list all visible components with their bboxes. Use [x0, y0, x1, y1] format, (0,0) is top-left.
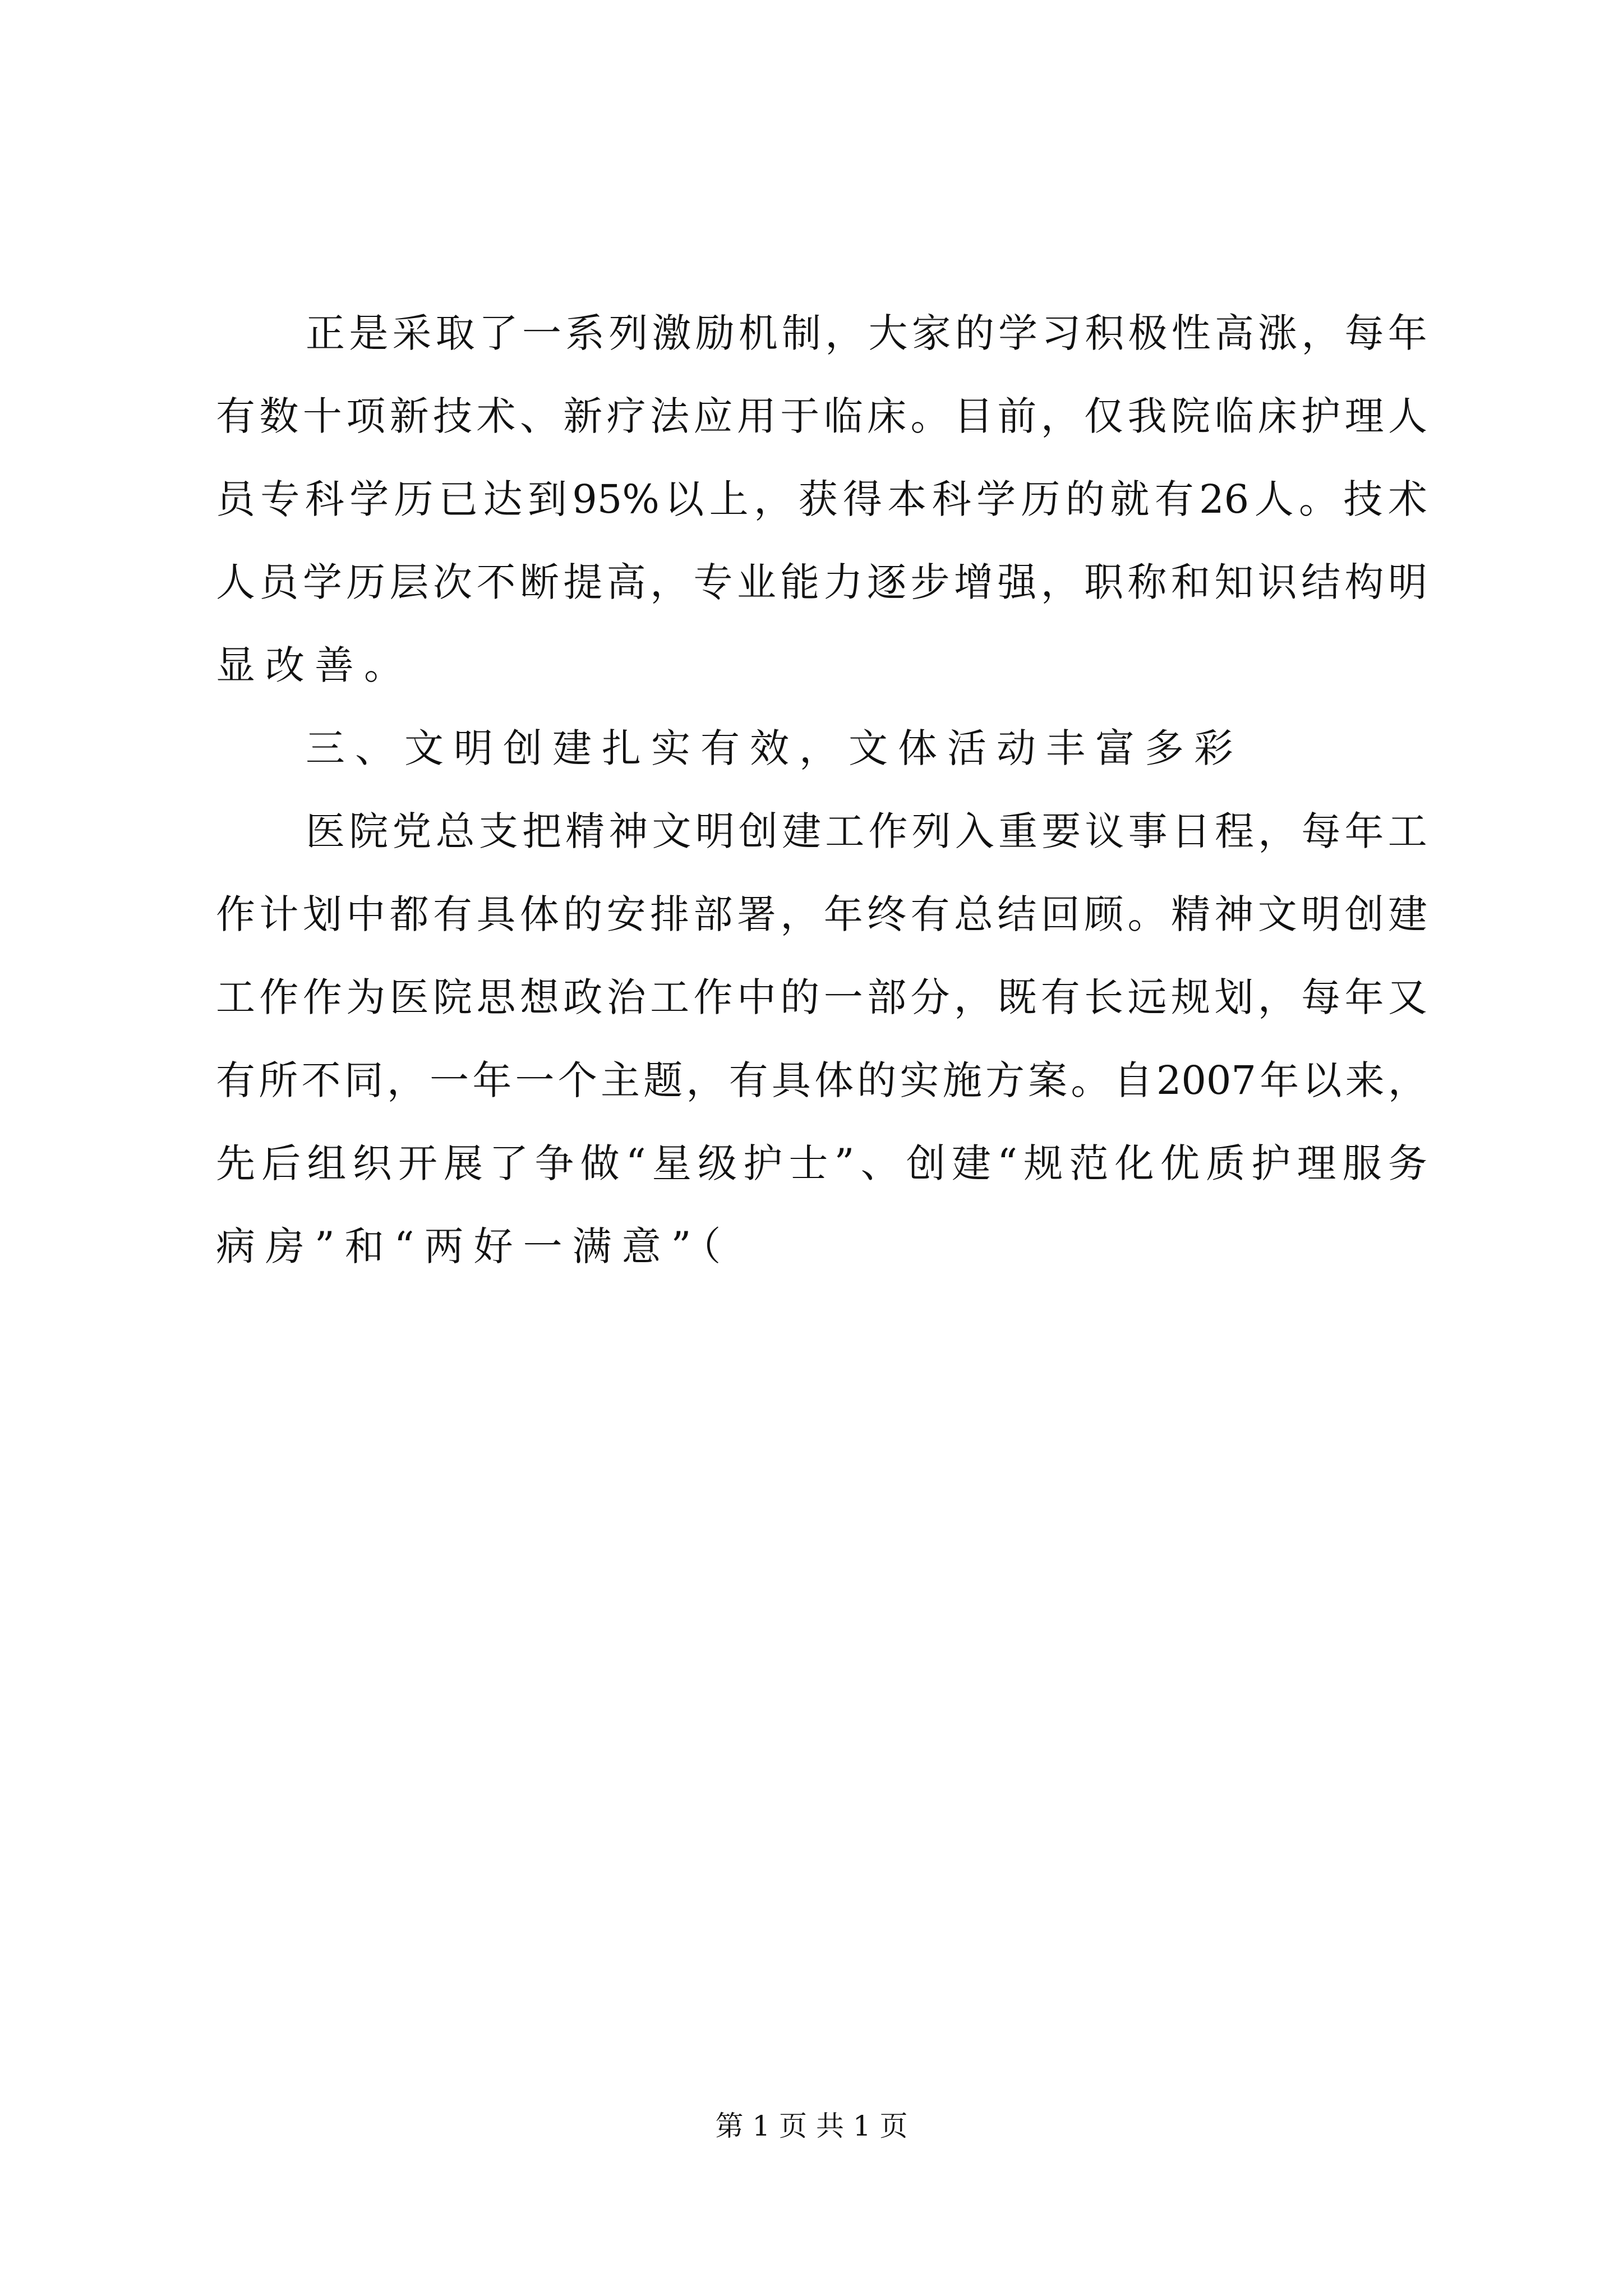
paragraph-line: 显改善。 [216, 642, 413, 688]
paragraph-line: 员 专 科 学 历 已 达 到 95% 以 上 ， 获 得 本 科 学 历 的 就 有 26 人 。 技 术 [216, 476, 1427, 522]
paragraph-line: 有 数 十 项 新 技 术 、 新 疗 法 应 用 于 临 床 。 目 前 ， 仅 我 院 临 床 护 理 人 [216, 393, 1427, 439]
paragraph-line: 作 计 划 中 都 有 具 体 的 安 排 部 署 ， 年 终 有 总 结 回 顾 。 精 神 文 明 创 建 [216, 891, 1427, 937]
paragraph-line: 病房”和“两好一满意”（ [216, 1223, 731, 1269]
paragraph-line: 先 后 组 织 开 展 了 争 做 “ 星 级 护 士 ” 、 创 建 “ 规 范 化 优 质 护 理 服 务 [216, 1140, 1427, 1186]
paragraph-line: 有 所 不 同 ， 一 年 一 个 主 题 ， 有 具 体 的 实 施 方 案 。 自 2007 年 以 来 ， [216, 1057, 1427, 1103]
paragraph-line: 人 员 学 历 层 次 不 断 提 高 ， 专 业 能 力 逐 步 增 强 ， 职 称 和 知 识 结 构 明 [216, 559, 1427, 605]
paragraph-line: 正 是 采 取 了 一 系 列 激 励 机 制 ， 大 家 的 学 习 积 极 性 高 涨 ， 每 年 [306, 310, 1427, 356]
section-heading: 三、文明创建扎实有效，文体活动丰富多彩 [306, 725, 1243, 771]
paragraph-line: 工 作 作 为 医 院 思 想 政 治 工 作 中 的 一 部 分 ， 既 有 长 远 规 划 ， 每 年 又 [216, 974, 1427, 1020]
paragraph-line: 医 院 党 总 支 把 精 神 文 明 创 建 工 作 列 入 重 要 议 事 日 程 ， 每 年 工 [306, 808, 1427, 854]
page-number-footer: 第 1 页 共 1 页 [715, 2110, 908, 2142]
